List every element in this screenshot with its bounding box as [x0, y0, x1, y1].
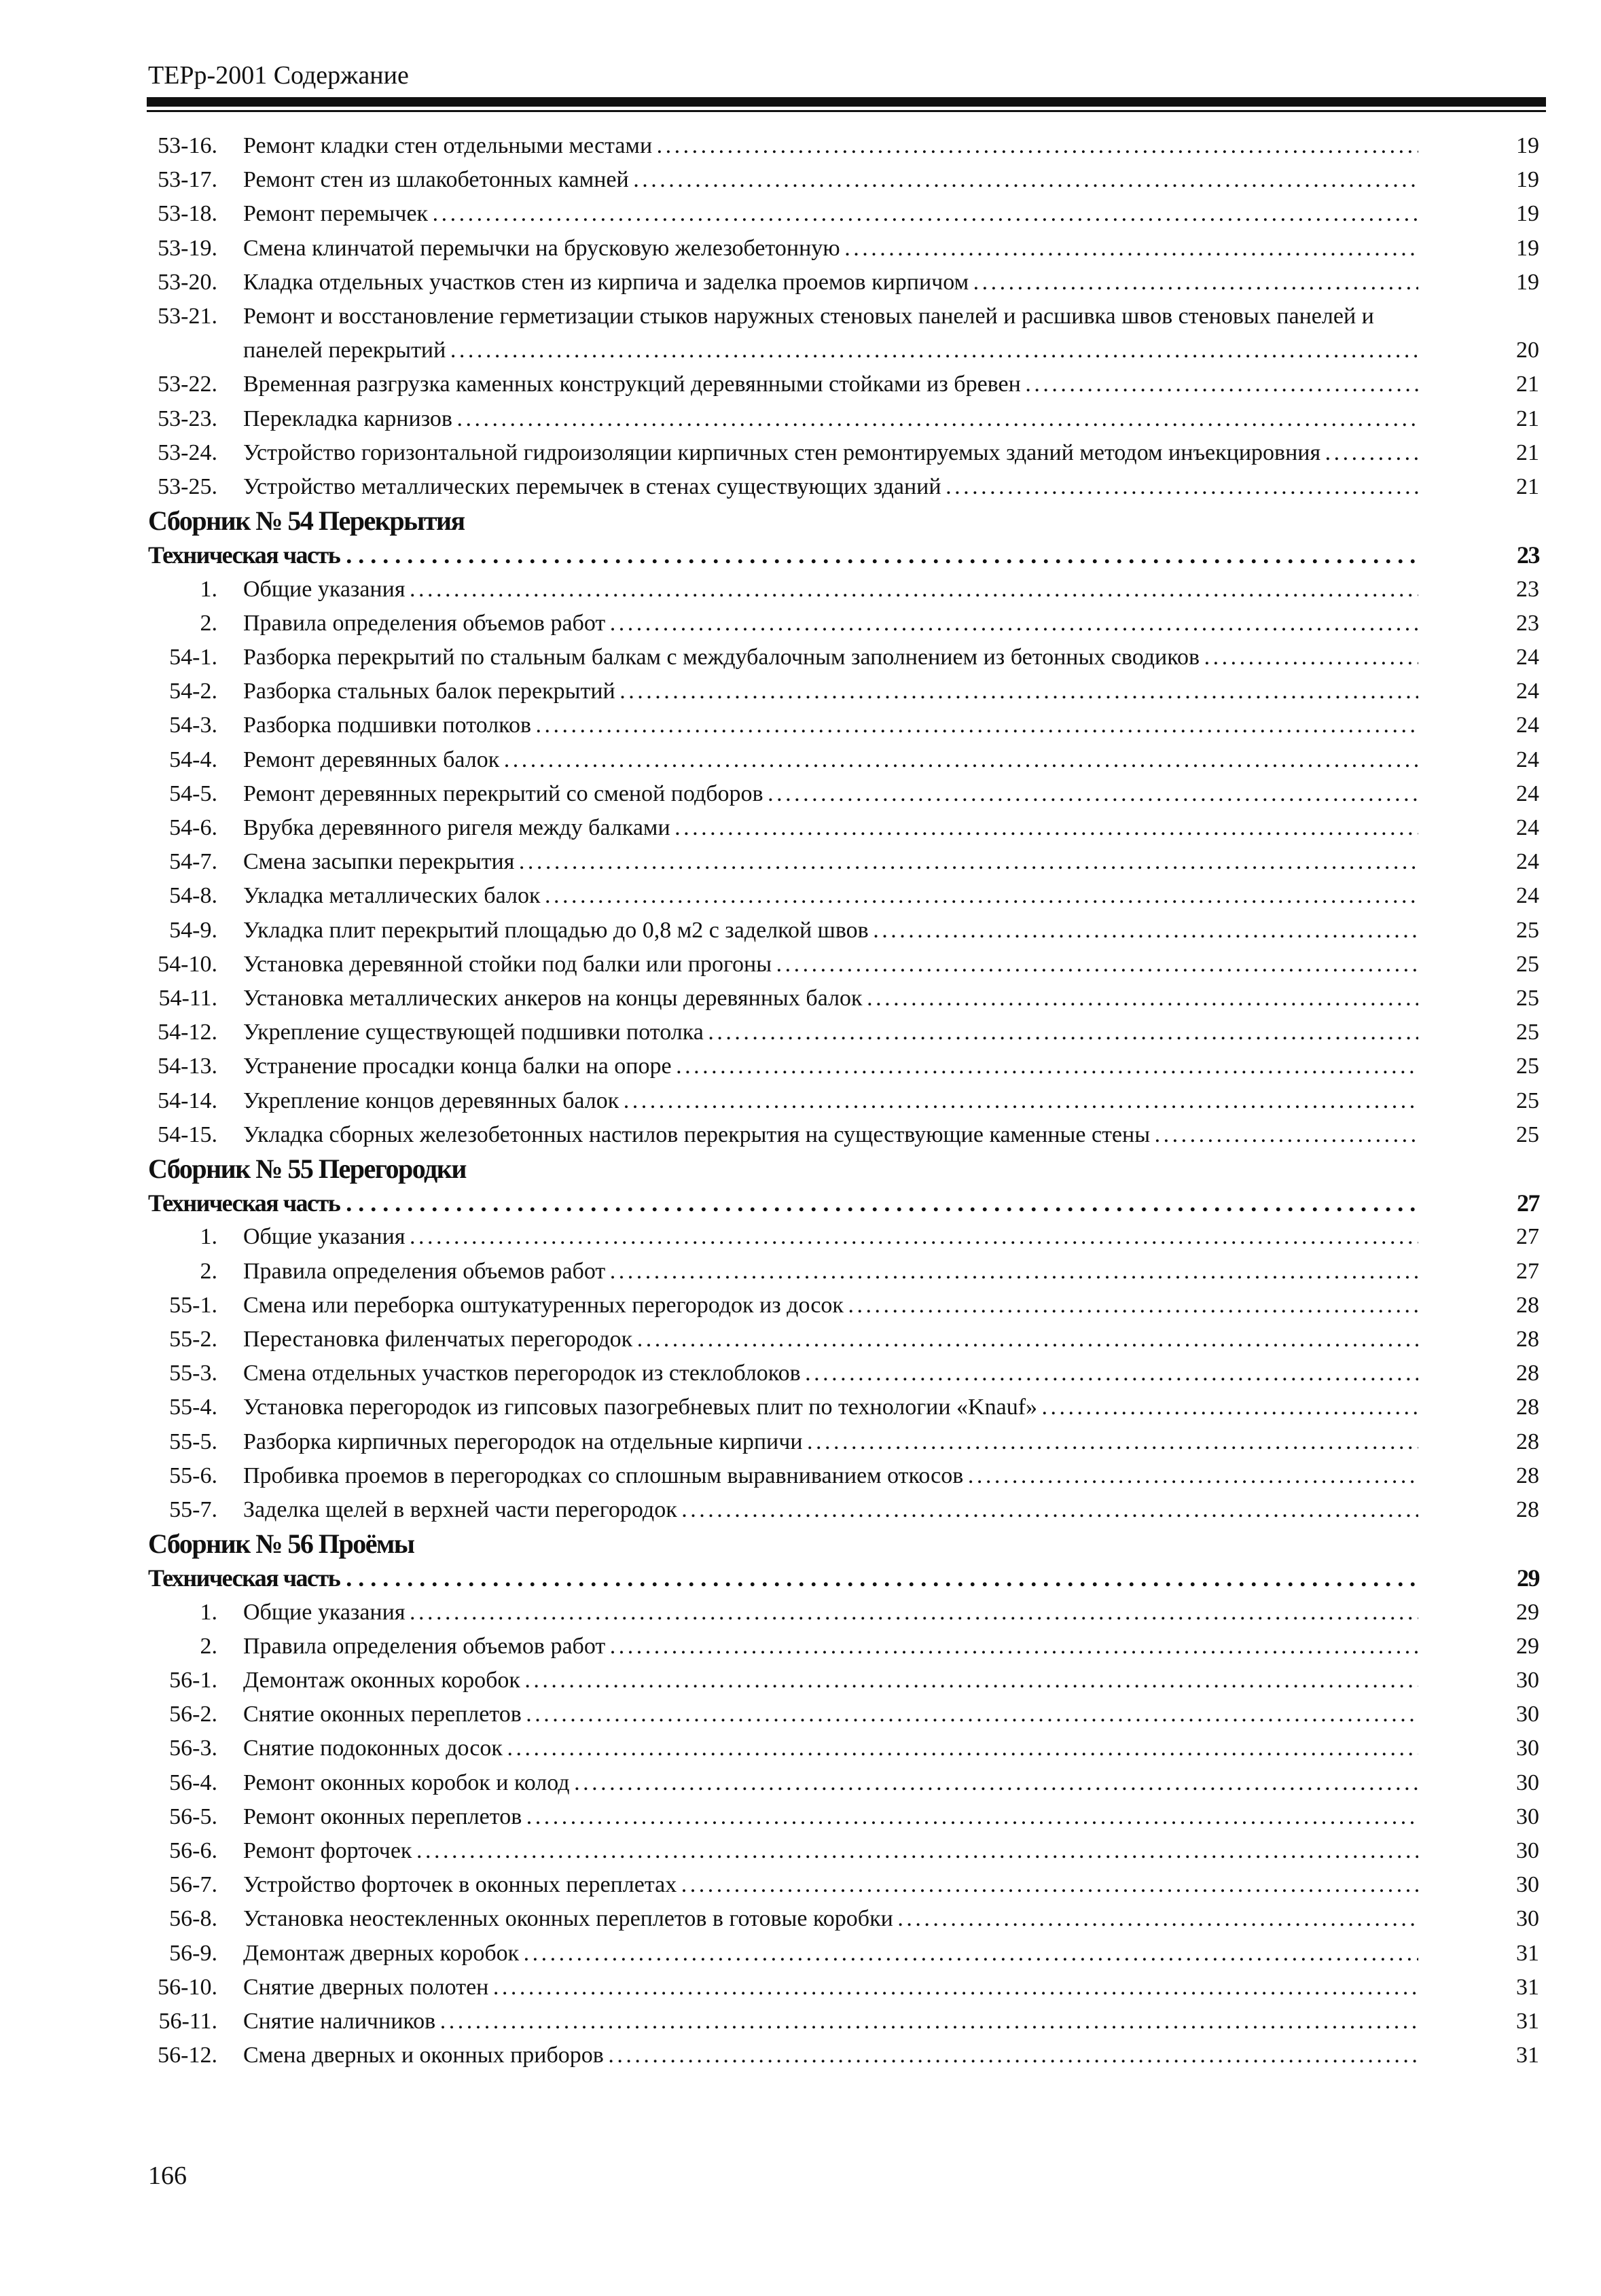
toc-entry [0, 1630, 1601, 1664]
toc-entry-page: 21 [1516, 440, 1539, 465]
toc-entry-page: 28 [1516, 1327, 1539, 1352]
toc-entry [0, 1323, 1601, 1357]
toc-entry-title-text: Смена дверных и оконных приборов [243, 2043, 604, 2068]
toc-entry-number: 54-12. [158, 1020, 217, 1045]
toc-entry-title [243, 845, 1418, 879]
toc-entry-number: 54-9. [169, 917, 217, 943]
toc-entry-page: 24 [1516, 747, 1539, 772]
toc-section-heading [0, 504, 1601, 538]
toc-entry [0, 2005, 1601, 2039]
toc-entry-number: 54-11. [158, 986, 217, 1011]
toc-entry-page: 21 [1516, 372, 1539, 397]
toc-entry-page: 24 [1516, 781, 1539, 806]
toc-entry-title [243, 982, 1418, 1016]
toc-entry [0, 1118, 1601, 1152]
toc-entry-title [243, 436, 1418, 470]
toc-entry-number: 53-20. [158, 269, 217, 295]
toc-entry-page: 30 [1516, 1668, 1539, 1693]
toc-entry-page: 25 [1516, 986, 1539, 1011]
toc-entry [0, 675, 1601, 708]
toc-entry-number: 1. [200, 1224, 217, 1250]
toc-entry [0, 402, 1601, 436]
toc-entry-page: 24 [1516, 883, 1539, 909]
toc-entry-title-text: Ремонт форточек [243, 1838, 412, 1863]
toc-entry-number: 54-8. [169, 883, 217, 909]
toc-entry-number: 54-15. [158, 1122, 217, 1147]
toc-entry [0, 811, 1601, 845]
toc-entry [0, 334, 1601, 367]
toc-entry [0, 743, 1601, 777]
toc-entry-number: 54-4. [169, 747, 217, 772]
toc-entry-title [243, 163, 1418, 197]
toc-entry [0, 1664, 1601, 1698]
toc-entry-page: 25 [1516, 1088, 1539, 1113]
toc-entry-title [243, 1459, 1418, 1493]
toc-entry-title [243, 1698, 1418, 1732]
toc-entry-number: 55-6. [169, 1463, 217, 1488]
toc-entry [0, 300, 1601, 334]
toc-entry-title-text: Разборка стальных балок перекрытий [243, 679, 615, 704]
toc-entry-number: 54-13. [158, 1054, 217, 1079]
toc-entry-page: 28 [1516, 1361, 1539, 1386]
toc-entry-title-text: Устройство горизонтальной гидроизоляции кирпичных стен ремонтируемых зданий методом инъекцировния [243, 440, 1321, 465]
toc-entry-page: 30 [1516, 1702, 1539, 1727]
toc-entry [0, 1459, 1601, 1493]
toc-entry-title [243, 1016, 1418, 1050]
toc-entry [0, 1834, 1601, 1868]
toc-entry-number: 53-23. [158, 406, 217, 431]
toc-entry-title [243, 811, 1418, 845]
toc-entry-title-text: Ремонт оконных коробок и колод [243, 1770, 570, 1795]
toc-entry-number: 56-5. [169, 1804, 217, 1829]
page-number: 166 [148, 2162, 187, 2190]
toc-entry-number: 56-10. [158, 1974, 217, 2000]
toc-entry [0, 1596, 1601, 1630]
toc-entry-title [243, 1868, 1418, 1902]
toc-entry [0, 1391, 1601, 1424]
toc-entry-page: 24 [1516, 679, 1539, 704]
toc-entry-title [243, 1220, 1418, 1254]
toc-entry [0, 129, 1601, 163]
toc-entry-title [243, 1118, 1418, 1152]
toc-entry-number: 2. [200, 610, 217, 636]
toc-entry-number: 56-8. [169, 1906, 217, 1932]
toc-entry-page: 30 [1516, 1906, 1539, 1932]
toc-entry-title-text: Разборка кирпичных перегородок на отдельные кирпичи [243, 1429, 803, 1454]
toc-entry-number: 56-2. [169, 1702, 217, 1727]
toc-entry-title [243, 2039, 1418, 2073]
toc-entry-number: 54-5. [169, 781, 217, 806]
toc-entry-number: 53-22. [158, 372, 217, 397]
toc-entry-title-text: Снятие наличников [243, 2009, 436, 2034]
toc-entry-page: 19 [1516, 235, 1539, 261]
toc-entry-title [243, 879, 1418, 913]
toc-entry-number: 56-11. [158, 2009, 217, 2034]
toc-entry-page: 19 [1516, 167, 1539, 193]
toc-entry-number: 56-3. [169, 1736, 217, 1761]
toc-entry-title [243, 1084, 1418, 1118]
toc-entry-title-text: Демонтаж дверных коробок [243, 1940, 520, 1966]
toc-entry-title-text: Установка неостекленных оконных переплетов в готовые коробки [243, 1906, 893, 1932]
toc-entry-title-text: Смена или переборка оштукатуренных перегородок из досок [243, 1292, 844, 1318]
toc-entry [0, 163, 1601, 197]
toc-entry-page: 30 [1516, 1804, 1539, 1829]
toc-section-heading [0, 1527, 1601, 1561]
toc-entry [0, 708, 1601, 742]
toc-entry-title [243, 300, 1418, 334]
toc-entry-title-text: Правила определения объемов работ [243, 1633, 606, 1659]
toc-entry-page: 19 [1516, 269, 1539, 295]
toc-entry-number: 56-12. [158, 2043, 217, 2068]
toc-entry-title-text: Укрепление концов деревянных балок [243, 1088, 619, 1113]
toc-entry-title [148, 1152, 1323, 1186]
toc-entry-page: 19 [1516, 133, 1539, 158]
toc-entry-page: 28 [1516, 1463, 1539, 1488]
toc-entry-title [243, 1425, 1418, 1459]
toc-entry-title [243, 573, 1418, 607]
toc-entry [0, 1255, 1601, 1289]
toc-entry-page: 29 [1516, 1633, 1539, 1659]
toc-entry [0, 232, 1601, 266]
toc-entry-title-text: Общие указания [243, 1224, 406, 1250]
toc-entry-title [243, 129, 1418, 163]
toc-entry-page: 25 [1516, 917, 1539, 943]
toc-entry-title-text: Укладка сборных железобетонных настилов перекрытия на существующие каменные стены [243, 1122, 1151, 1147]
toc-entry-title-text: Устранение просадки конца балки на опоре [243, 1054, 672, 1079]
toc-entry-number: 2. [200, 1258, 217, 1284]
toc-entry-number: 54-1. [169, 645, 217, 670]
toc-entry-title-text: Укладка металлических балок [243, 883, 541, 909]
toc-entry-title [243, 334, 1418, 367]
toc-entry-page: 25 [1516, 1020, 1539, 1045]
toc-entry-page: 31 [1516, 1974, 1539, 2000]
toc-entry [0, 1084, 1601, 1118]
toc-entry-number: 53-24. [158, 440, 217, 465]
toc-entry-title-text: Техническая часть [148, 1189, 340, 1217]
toc-entry-number: 55-4. [169, 1395, 217, 1420]
toc-entry [0, 607, 1601, 641]
toc-entry-title-text: Установка металлических анкеров на концы деревянных балок [243, 986, 863, 1011]
toc-entry [0, 1766, 1601, 1800]
toc-entry-title [243, 1766, 1418, 1800]
toc-entry-page: 31 [1516, 2043, 1539, 2068]
toc-entry-number: 55-1. [169, 1292, 217, 1318]
toc-entry-page: 23 [1517, 541, 1539, 569]
toc-entry-title [243, 402, 1418, 436]
toc-entry-title [243, 1937, 1418, 1971]
toc-entry-title-text: Устройство форточек в оконных переплетах [243, 1872, 677, 1898]
toc-entry [0, 1868, 1601, 1902]
toc-entry-title-text: Разборка подшивки потолков [243, 713, 532, 738]
toc-entry-number: 54-10. [158, 951, 217, 977]
toc-entry [0, 1698, 1601, 1732]
toc-entry-title-text: панелей перекрытий [243, 338, 446, 363]
toc-entry-page: 19 [1516, 201, 1539, 227]
toc-entry-title [243, 641, 1418, 675]
toc-entry-title-text: Укрепление существующей подшивки потолка [243, 1020, 704, 1045]
toc-entry-number: 56-1. [169, 1668, 217, 1693]
toc-entry-title-text: Сборник № 56 Проёмы [148, 1528, 414, 1560]
toc-tech-part [0, 1186, 1601, 1220]
toc-entry-title [243, 777, 1418, 811]
toc-entry-title-text: Перестановка филенчатых перегородок [243, 1327, 633, 1352]
toc-entry-title-text: Демонтаж оконных коробок [243, 1668, 520, 1693]
toc-entry [0, 2039, 1601, 2073]
toc-entry-number: 56-9. [169, 1940, 217, 1966]
toc-entry-number: 54-14. [158, 1088, 217, 1113]
toc-entry-title [243, 367, 1418, 401]
toc-entry-number: 53-21. [158, 304, 217, 329]
toc-entry [0, 641, 1601, 675]
toc-entry-title-text: Сборник № 54 Перекрытия [148, 505, 465, 537]
toc-entry-page: 28 [1516, 1429, 1539, 1454]
toc-entry [0, 573, 1601, 607]
toc-entry-number: 2. [200, 1633, 217, 1659]
toc-entry-page: 31 [1516, 1940, 1539, 1966]
toc-entry-page: 28 [1516, 1395, 1539, 1420]
toc-entry-number: 1. [200, 1599, 217, 1625]
toc-entry-page: 30 [1516, 1736, 1539, 1761]
toc-entry-number: 56-6. [169, 1838, 217, 1863]
toc-entry-title-text: Ремонт деревянных перекрытий со сменой подборов [243, 781, 763, 806]
toc-entry-title-text: Снятие подоконных досок [243, 1736, 503, 1761]
toc-entry-page: 24 [1516, 815, 1539, 840]
toc-entry-title-text: Ремонт перемычек [243, 201, 429, 227]
toc-entry-number: 53-17. [158, 167, 217, 193]
toc-entry-title-text: Пробивка проемов в перегородках со сплошным выравниванием откосов [243, 1463, 964, 1488]
toc-entry-title [148, 1186, 1418, 1220]
toc-entry [0, 367, 1601, 401]
toc-entry-page: 30 [1516, 1838, 1539, 1863]
toc-entry-title [148, 504, 1323, 538]
toc-entry-title-text: Ремонт оконных переплетов [243, 1804, 522, 1829]
toc-entry [0, 1220, 1601, 1254]
toc-entry-page: 20 [1516, 338, 1539, 363]
toc-entry-title [243, 1834, 1418, 1868]
toc-entry-number: 55-7. [169, 1497, 217, 1522]
toc-entry-title-text: Ремонт кладки стен отдельными местами [243, 133, 653, 158]
toc-entry-page: 21 [1516, 474, 1539, 499]
toc-entry-title [243, 266, 1418, 300]
toc-entry [0, 845, 1601, 879]
toc-entry-page: 30 [1516, 1770, 1539, 1795]
toc-entry-number: 56-4. [169, 1770, 217, 1795]
toc-entry-title-text: Установка деревянной стойки под балки или прогоны [243, 951, 772, 977]
toc-entry-title [243, 1050, 1418, 1083]
toc-entry-number: 53-18. [158, 201, 217, 227]
toc-entry-page: 29 [1517, 1564, 1539, 1592]
toc-entry-title-text: Укладка плит перекрытий площадью до 0,8 м2 с заделкой швов [243, 917, 869, 943]
toc-entry-title-text: Перекладка карнизов [243, 406, 452, 431]
toc-entry-page: 30 [1516, 1872, 1539, 1898]
toc-entry-title-text: Ремонт стен из шлакобетонных камней [243, 167, 629, 193]
toc-entry-title [243, 1732, 1418, 1765]
toc-entry [0, 1016, 1601, 1050]
toc-entry-page: 25 [1516, 951, 1539, 977]
toc-entry-title [243, 1493, 1418, 1527]
toc-entry-title-text: Общие указания [243, 1599, 406, 1625]
toc-entry-title [243, 2005, 1418, 2039]
toc-entry-title [243, 1323, 1418, 1357]
toc-entry [0, 982, 1601, 1016]
toc-entry-page: 25 [1516, 1054, 1539, 1079]
toc-entry-page: 27 [1516, 1258, 1539, 1284]
toc-entry [0, 1937, 1601, 1971]
toc-entry-title [243, 1596, 1418, 1630]
toc-entry-title [243, 743, 1418, 777]
toc-entry-title [243, 1255, 1418, 1289]
toc-entry-title [243, 470, 1418, 504]
toc-entry-page: 23 [1516, 610, 1539, 636]
toc-entry-number: 55-5. [169, 1429, 217, 1454]
toc-entry-title [148, 538, 1418, 572]
toc-entry-page: 28 [1516, 1497, 1539, 1522]
toc-entry [0, 197, 1601, 231]
toc-entry-title-text: Установка перегородок из гипсовых пазогребневых плит по технологии «Knauf» [243, 1395, 1038, 1420]
toc-entry [0, 436, 1601, 470]
toc-entry-title-text: Правила определения объемов работ [243, 1258, 606, 1284]
toc-entry-title [243, 1357, 1418, 1391]
toc-tech-part [0, 1561, 1601, 1595]
toc-entry-title [243, 1289, 1418, 1323]
toc-entry-title [243, 232, 1418, 266]
toc-entry-page: 24 [1516, 849, 1539, 875]
toc-entry-number: 54-2. [169, 679, 217, 704]
toc-entry-title-text: Временная разгрузка каменных конструкций деревянными стойками из бревен [243, 372, 1021, 397]
toc-entry [0, 1971, 1601, 2005]
toc-entry-title-text: Правила определения объемов работ [243, 610, 606, 636]
toc-entry-page: 24 [1516, 713, 1539, 738]
toc-entry-page: 24 [1516, 645, 1539, 670]
toc-section-heading [0, 1152, 1601, 1186]
toc-entry-number: 53-19. [158, 235, 217, 261]
toc-entry-number: 54-7. [169, 849, 217, 875]
toc-entry [0, 1425, 1601, 1459]
toc-entry [0, 1800, 1601, 1834]
toc-entry-title-text: Устройство металлических перемычек в стенах существующих зданий [243, 474, 941, 499]
toc-entry-title [243, 948, 1418, 982]
toc-entry [0, 1050, 1601, 1083]
toc-entry-title [243, 1800, 1418, 1834]
toc-entry-title-text: Техническая часть [148, 541, 340, 569]
toc-entry-title-text: Кладка отдельных участков стен из кирпича и заделка проемов кирпичом [243, 269, 969, 295]
toc-entry-title [148, 1527, 1323, 1561]
toc-entry [0, 948, 1601, 982]
toc-entry-page: 29 [1516, 1599, 1539, 1625]
toc-entry [0, 1902, 1601, 1936]
toc-entry-page: 31 [1516, 2009, 1539, 2034]
toc-entry-title-text: Смена засыпки перекрытия [243, 849, 515, 875]
toc-entry-title-text: Сборник № 55 Перегородки [148, 1153, 466, 1184]
toc-entry-title-text: Заделка щелей в верхней части перегородок [243, 1497, 677, 1522]
toc-entry-number: 55-3. [169, 1361, 217, 1386]
toc-entry-title [243, 197, 1418, 231]
toc-entry-title-text: Снятие дверных полотен [243, 1974, 489, 2000]
toc-entry-number: 53-25. [158, 474, 217, 499]
toc-entry-title [243, 914, 1418, 948]
toc-entry-title-text: Врубка деревянного ригеля между балками [243, 815, 670, 840]
toc-entry-title-text: Снятие оконных переплетов [243, 1702, 522, 1727]
toc-entry-title-text: Смена клинчатой перемычки на брусковую железобетонную [243, 235, 840, 261]
toc-entry-title [243, 1902, 1418, 1936]
toc-entry-title [243, 708, 1418, 742]
toc-entry [0, 1289, 1601, 1323]
toc-entry-number: 54-6. [169, 815, 217, 840]
toc-entry [0, 1732, 1601, 1765]
toc-entry-number: 53-16. [158, 133, 217, 158]
toc-entry [0, 470, 1601, 504]
toc-entry-title [148, 1561, 1418, 1595]
toc-entry [0, 914, 1601, 948]
toc-entry-page: 27 [1517, 1189, 1539, 1217]
toc-entry-number: 1. [200, 576, 217, 602]
toc-entry-title [243, 1664, 1418, 1698]
toc-entry-title-text: Техническая часть [148, 1564, 340, 1592]
toc-entry-number: 55-2. [169, 1327, 217, 1352]
toc-entry-number: 54-3. [169, 713, 217, 738]
toc-entry-title [243, 1971, 1418, 2005]
toc-entry [0, 1357, 1601, 1391]
toc-entry-title [243, 675, 1418, 708]
toc-entry [0, 266, 1601, 300]
toc-entry-page: 27 [1516, 1224, 1539, 1250]
page-header-title: ТЕРр-2001 Содержание [148, 61, 409, 90]
toc-entry-page: 21 [1516, 406, 1539, 431]
toc-entry [0, 879, 1601, 913]
toc-entry-title-text: Общие указания [243, 576, 406, 602]
toc-tech-part [0, 538, 1601, 572]
toc-entry-number: 56-7. [169, 1872, 217, 1898]
toc-entry-title-text: Ремонт и восстановление герметизации стыков наружных стеновых панелей и расшивка швов стеновых панелей и [243, 304, 1374, 329]
toc-entry-title [243, 607, 1418, 641]
toc-entry [0, 777, 1601, 811]
toc-entry-title [243, 1630, 1418, 1664]
toc-entry-title [243, 1391, 1418, 1424]
toc-entry-page: 23 [1516, 576, 1539, 602]
toc-entry-page: 28 [1516, 1292, 1539, 1318]
toc-entry-title-text: Смена отдельных участков перегородок из стеклоблоков [243, 1361, 801, 1386]
toc-entry [0, 1493, 1601, 1527]
toc-entry-title-text: Ремонт деревянных балок [243, 747, 500, 772]
toc-entry-title-text: Разборка перекрытий по стальным балкам с междубалочным заполнением из бетонных сводиков [243, 645, 1200, 670]
toc-entry-page: 25 [1516, 1122, 1539, 1147]
